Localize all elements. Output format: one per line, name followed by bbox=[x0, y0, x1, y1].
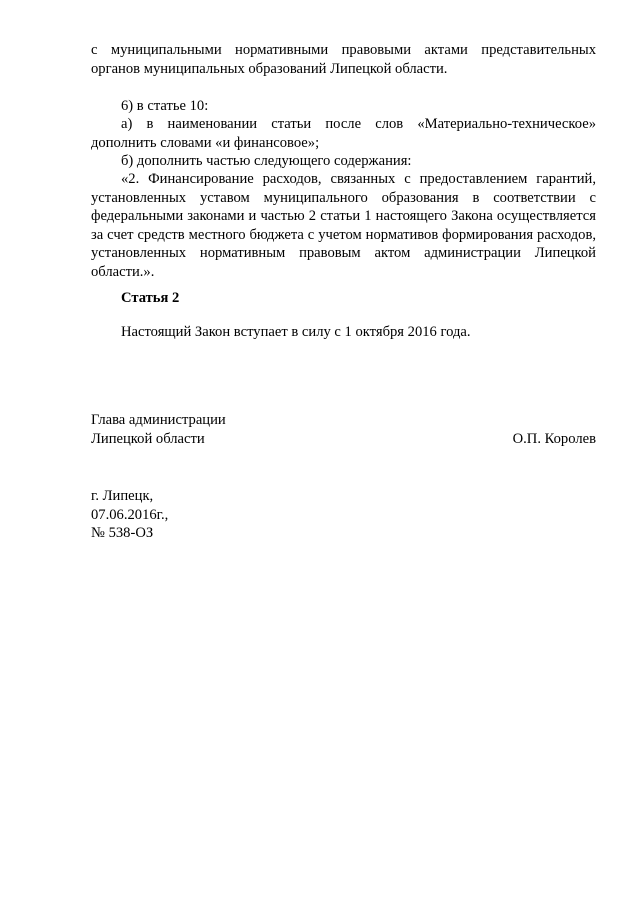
footer-number: № 538-ОЗ bbox=[91, 525, 154, 541]
signature-name: О.П. Королев bbox=[512, 430, 596, 447]
footer-date: 07.06.2016г., bbox=[91, 506, 169, 523]
signature-title-line2: Липецкой области bbox=[91, 430, 205, 447]
item-a-paragraph: а) в наименовании статьи после слов «Материально-техническое» дополнить словами «и финансовое»; bbox=[91, 116, 596, 151]
footer-city: г. Липецк, bbox=[91, 488, 154, 504]
item-b-paragraph: б) дополнить частью следующего содержания: bbox=[121, 153, 412, 169]
footer-block bbox=[91, 487, 596, 543]
part-2-paragraph: «2. Финансирование расходов, связанных с предоставлением гарантий, установленных уставом муниципального образования в соответствии с федеральными законами и частью 2 статьи 1 настоящего Закона осуществляется за счет средств местного бюджета с учетом нормативов формирования расходов, установленных нормативным правовым актом администрации Липецкой области.». bbox=[91, 171, 596, 280]
signature-block bbox=[91, 411, 596, 448]
intro-paragraph: с муниципальными нормативными правовыми актами представительных органов муниципальных образований Липецкой области. bbox=[91, 42, 596, 77]
article-heading: Статья 2 bbox=[121, 290, 180, 306]
signature-title-line1: Глава администрации bbox=[91, 412, 226, 428]
article-text: Настоящий Закон вступает в силу с 1 октября 2016 года. bbox=[121, 324, 471, 340]
item-6-heading: 6) в статье 10: bbox=[121, 98, 209, 114]
